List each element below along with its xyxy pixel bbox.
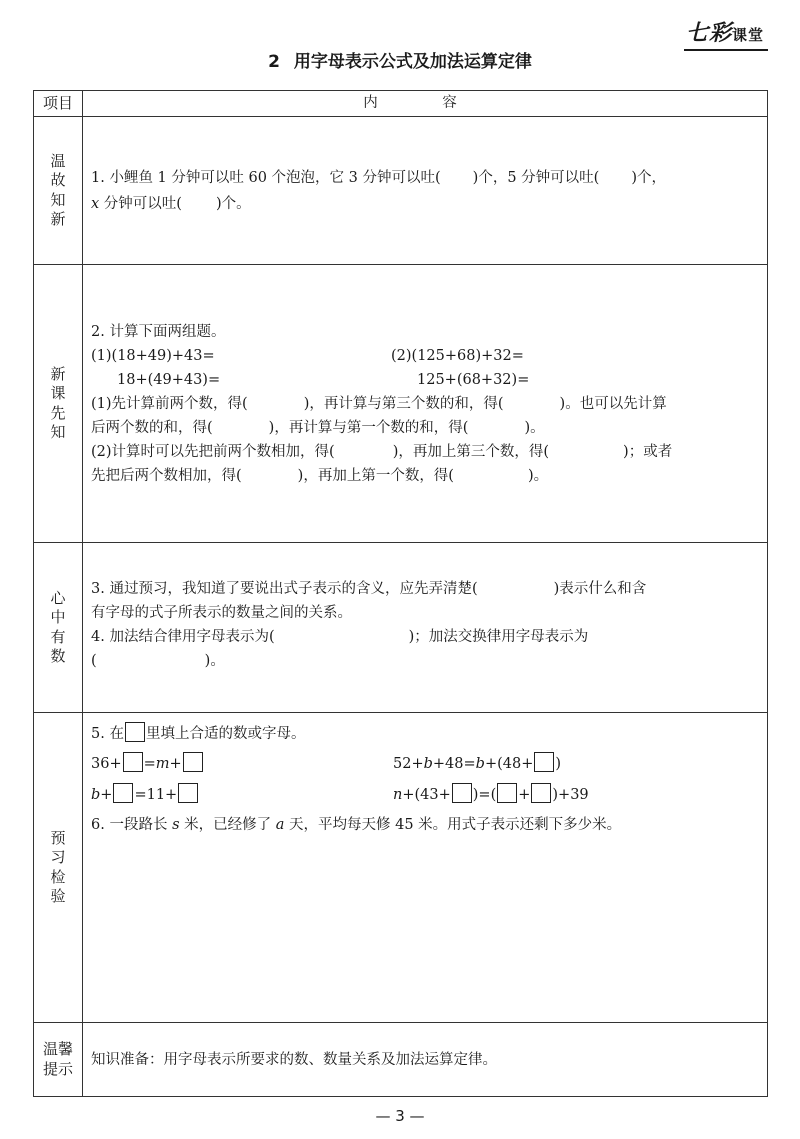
section-review xyxy=(34,117,768,265)
label-check: 预习检验 xyxy=(50,828,66,905)
q4-b: )；加法交换律用字母表示为 xyxy=(408,629,589,645)
fill-box[interactable] xyxy=(497,783,517,803)
q4-d: )。 xyxy=(204,653,225,669)
header-item: 项目 xyxy=(42,94,73,112)
eq-text: 36+ xyxy=(91,756,122,772)
l4-c: )。 xyxy=(524,419,545,436)
q3-b: )表示什么和含 xyxy=(553,581,647,597)
eq-var: b xyxy=(423,756,433,772)
l6-b: )，再加上第一个数，得( xyxy=(297,467,454,484)
q2-title: 2. 计算下面两组题。 xyxy=(91,323,226,340)
eq-text: )+39 xyxy=(552,787,589,803)
section-check xyxy=(34,713,768,1023)
eq-text: +48= xyxy=(432,756,476,772)
fill-box[interactable] xyxy=(178,783,198,803)
eq-text: + xyxy=(100,787,113,803)
fill-box[interactable] xyxy=(123,752,143,772)
label-tips: 温馨提示 xyxy=(42,1040,73,1078)
eq-var: b xyxy=(475,756,485,772)
q6-a: 6. 一段路长 xyxy=(91,817,173,833)
expr-2a: 18+(49+43)= xyxy=(117,371,221,388)
q6-var: a xyxy=(275,817,285,833)
l5-c: )；或者 xyxy=(623,443,673,460)
page-title xyxy=(0,47,800,72)
q1-text-c: )个， xyxy=(631,169,666,186)
section-mind xyxy=(34,543,768,713)
header-content: 内 容 xyxy=(363,95,487,111)
l5-a: (2)计算时可以先把前两个数相加，得( xyxy=(91,443,335,460)
title-number: 2 xyxy=(268,52,280,72)
label-mind: 心中有数 xyxy=(50,588,66,665)
l4-b: )，再计算与第一个数的和，得( xyxy=(268,419,469,436)
q3-a: 3. 通过预习，我知道了要说出式子表示的含义，应先弄清楚( xyxy=(91,581,478,597)
question-5-6 xyxy=(83,713,767,839)
tips-text: 知识准备：用字母表示所要求的数、数量关系及加法运算定律。 xyxy=(91,1051,497,1068)
eq-text: = xyxy=(143,756,156,772)
worksheet-table xyxy=(33,90,768,1097)
q1-text-d: 分钟可以吐( xyxy=(99,195,182,212)
eq-2b xyxy=(391,779,589,811)
question-3-4 xyxy=(83,543,767,673)
q6-c: 天，平均每天修 45 米。用式子表示还剩下多少米。 xyxy=(284,817,622,833)
q1-text-e: )个。 xyxy=(215,195,251,212)
fill-box[interactable] xyxy=(113,783,133,803)
expr-1b: (2)(125+68)+32= xyxy=(391,347,524,364)
header-row xyxy=(34,91,768,117)
q1-text-a: 1. 小鲤鱼 1 分钟可以吐 60 个泡泡，它 3 分钟可以吐( xyxy=(91,169,441,186)
q1-var: x xyxy=(91,195,100,212)
q6-var: s xyxy=(172,817,180,833)
l3-c: )。也可以先计算 xyxy=(559,395,667,412)
fill-box[interactable] xyxy=(125,722,145,742)
q5-a: 5. 在 xyxy=(91,726,124,742)
fill-box[interactable] xyxy=(531,783,551,803)
eq-text: )=( xyxy=(472,787,497,803)
section-newlesson xyxy=(34,265,768,543)
fill-box[interactable] xyxy=(534,752,554,772)
fill-box[interactable] xyxy=(452,783,472,803)
eq-2a xyxy=(91,779,391,811)
q6-b: 米，已经修了 xyxy=(179,817,276,833)
eq-text: +(48+ xyxy=(484,756,534,772)
q1-text-b: )个，5 分钟可以吐( xyxy=(472,169,600,186)
eq-var: b xyxy=(91,787,101,803)
eq-text: 52+ xyxy=(393,756,424,772)
page-number: — 3 — xyxy=(375,1107,425,1125)
brand-part1: 七彩 xyxy=(685,21,732,46)
eq-text: + xyxy=(518,787,531,803)
label-newlesson: 新课先知 xyxy=(50,364,66,441)
fill-box[interactable] xyxy=(183,752,203,772)
eq-var: m xyxy=(155,756,170,772)
section-tips xyxy=(34,1023,768,1097)
q3-c: 有字母的式子所表示的数量之间的关系。 xyxy=(91,605,352,621)
brand-logo xyxy=(686,16,764,47)
eq-1a xyxy=(91,749,391,779)
label-review: 温故知新 xyxy=(50,151,66,228)
l5-b: )，再加上第三个数，得( xyxy=(392,443,550,460)
eq-text: ) xyxy=(555,756,562,772)
q4-c: ( xyxy=(91,653,97,669)
eq-text: =11+ xyxy=(134,787,178,803)
expr-1a: (1)(18+49)+43= xyxy=(91,347,215,364)
question-1 xyxy=(83,165,767,217)
q5-b: 里填上合适的数或字母。 xyxy=(145,726,306,742)
expr-2b: 125+(68+32)= xyxy=(417,371,530,388)
brand-part2: 课堂 xyxy=(731,26,764,44)
eq-var: n xyxy=(393,787,403,803)
eq-1b xyxy=(391,749,561,779)
l3-a: (1)先计算前两个数，得( xyxy=(91,395,248,412)
eq-text: +(43+ xyxy=(402,787,451,803)
l6-c: )。 xyxy=(527,467,549,484)
q4-a: 4. 加法结合律用字母表示为( xyxy=(91,629,275,645)
question-2 xyxy=(83,320,767,488)
title-text: 用字母表示公式及加法运算定律 xyxy=(293,52,532,72)
l4-a: 后两个数的和，得( xyxy=(91,419,213,436)
eq-text: + xyxy=(169,756,182,772)
l3-b: )，再计算与第三个数的和，得( xyxy=(303,395,504,412)
l6-a: 先把后两个数相加，得( xyxy=(91,467,242,484)
